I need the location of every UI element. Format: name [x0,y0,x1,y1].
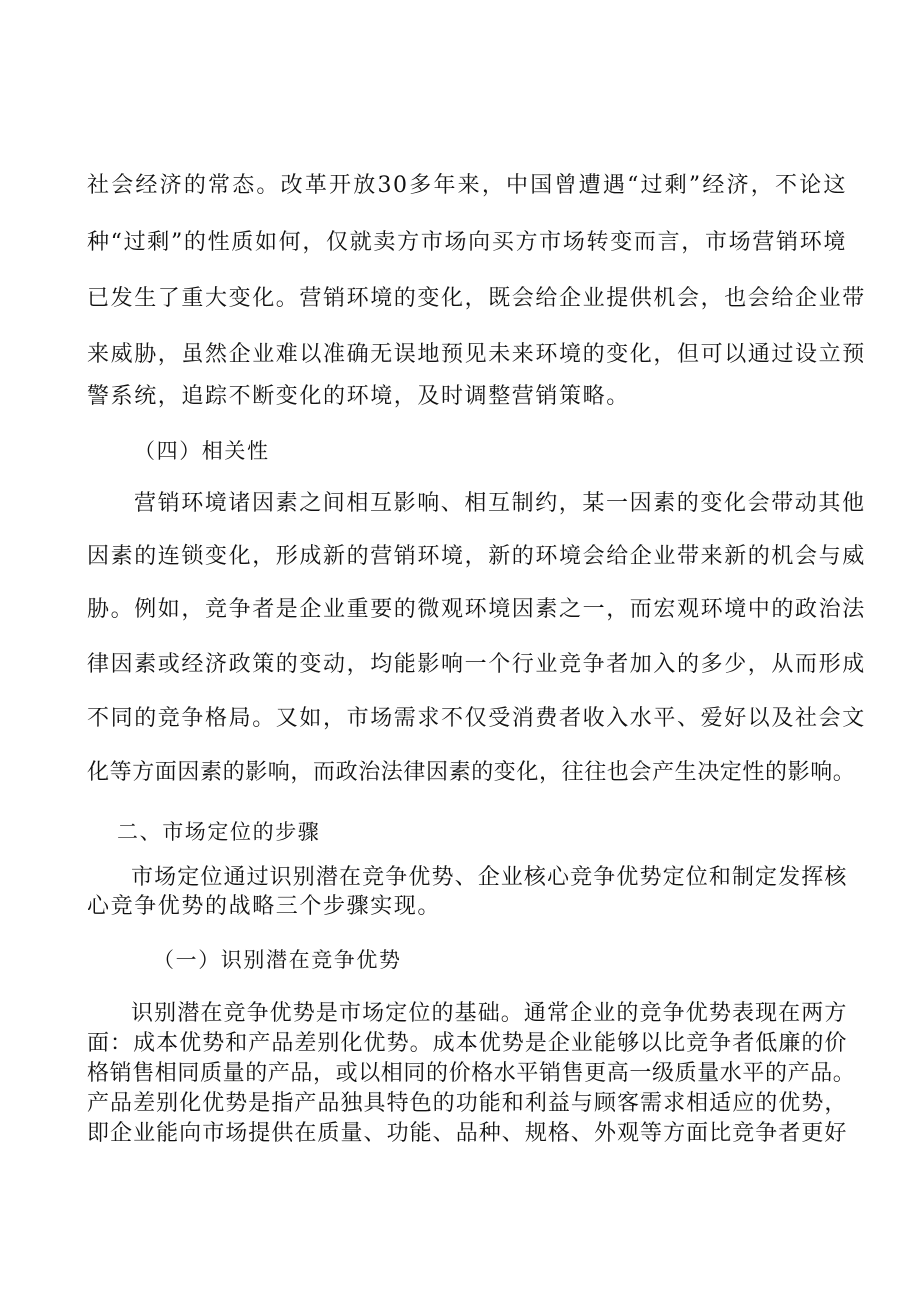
paragraph-line: 面：成本优势和产品差别化优势。成本优势是企业能够以比竞争者低廉的价 [87,1031,847,1056]
paragraph-line: 识别潜在竞争优势是市场定位的基础。通常企业的竞争优势表现在两方 [131,1001,847,1026]
paragraph-line: 已发生了重大变化。营销环境的变化，既会给企业提供机会，也会给企业带 [87,286,866,311]
section-heading: 二、市场定位的步骤 [117,820,321,844]
paragraph-line: 警系统，追踪不断变化的环境，及时调整营销策略。 [87,384,630,409]
paragraph-line: 格销售相同质量的产品，或以相同的价格水平销售更高一级质量水平的产品。 [87,1061,856,1086]
paragraph-line: 来威胁，虽然企业难以准确无误地预见未来环境的变化，但可以通过设立预 [87,342,866,367]
paragraph-line: 种“过剩”的性质如何，仅就卖方市场向买方市场转变而言，市场营销环境 [87,230,847,255]
section-heading: （四）相关性 [134,439,270,463]
section-heading: （一）识别潜在竞争优势 [153,948,402,972]
paragraph-line: 社会经济的常态。改革开放30多年来，中国曾遭遇“过剩”经济，不论这 [87,173,847,198]
paragraph-line: 即企业能向市场提供在质量、功能、品种、规格、外观等方面比竞争者更好 [87,1121,847,1146]
paragraph-line: 因素的连锁变化，形成新的营销环境，新的环境会给企业带来新的机会与威 [87,544,866,569]
paragraph-line: 产品差别化优势是指产品独具特色的功能和利益与顾客需求相适应的优势， [87,1091,847,1116]
paragraph-line: 市场定位通过识别潜在竞争优势、企业核心竞争优势定位和制定发挥核 [131,865,847,890]
paragraph-line: 胁。例如，竞争者是企业重要的微观环境因素之一，而宏观环境中的政治法 [87,597,866,622]
paragraph-line: 营销环境诸因素之间相互影响、相互制约，某一因素的变化会带动其他 [134,491,866,516]
paragraph-line: 律因素或经济政策的变动，均能影响一个行业竞争者加入的多少，从而形成 [87,652,866,677]
paragraph-line: 化等方面因素的影响，而政治法律因素的变化，往往也会产生决定性的影响。 [87,760,856,785]
paragraph-line: 不同的竞争格局。又如，市场需求不仅受消费者收入水平、爱好以及社会文 [87,706,866,731]
paragraph-line: 心竞争优势的战略三个步骤实现。 [87,894,442,919]
